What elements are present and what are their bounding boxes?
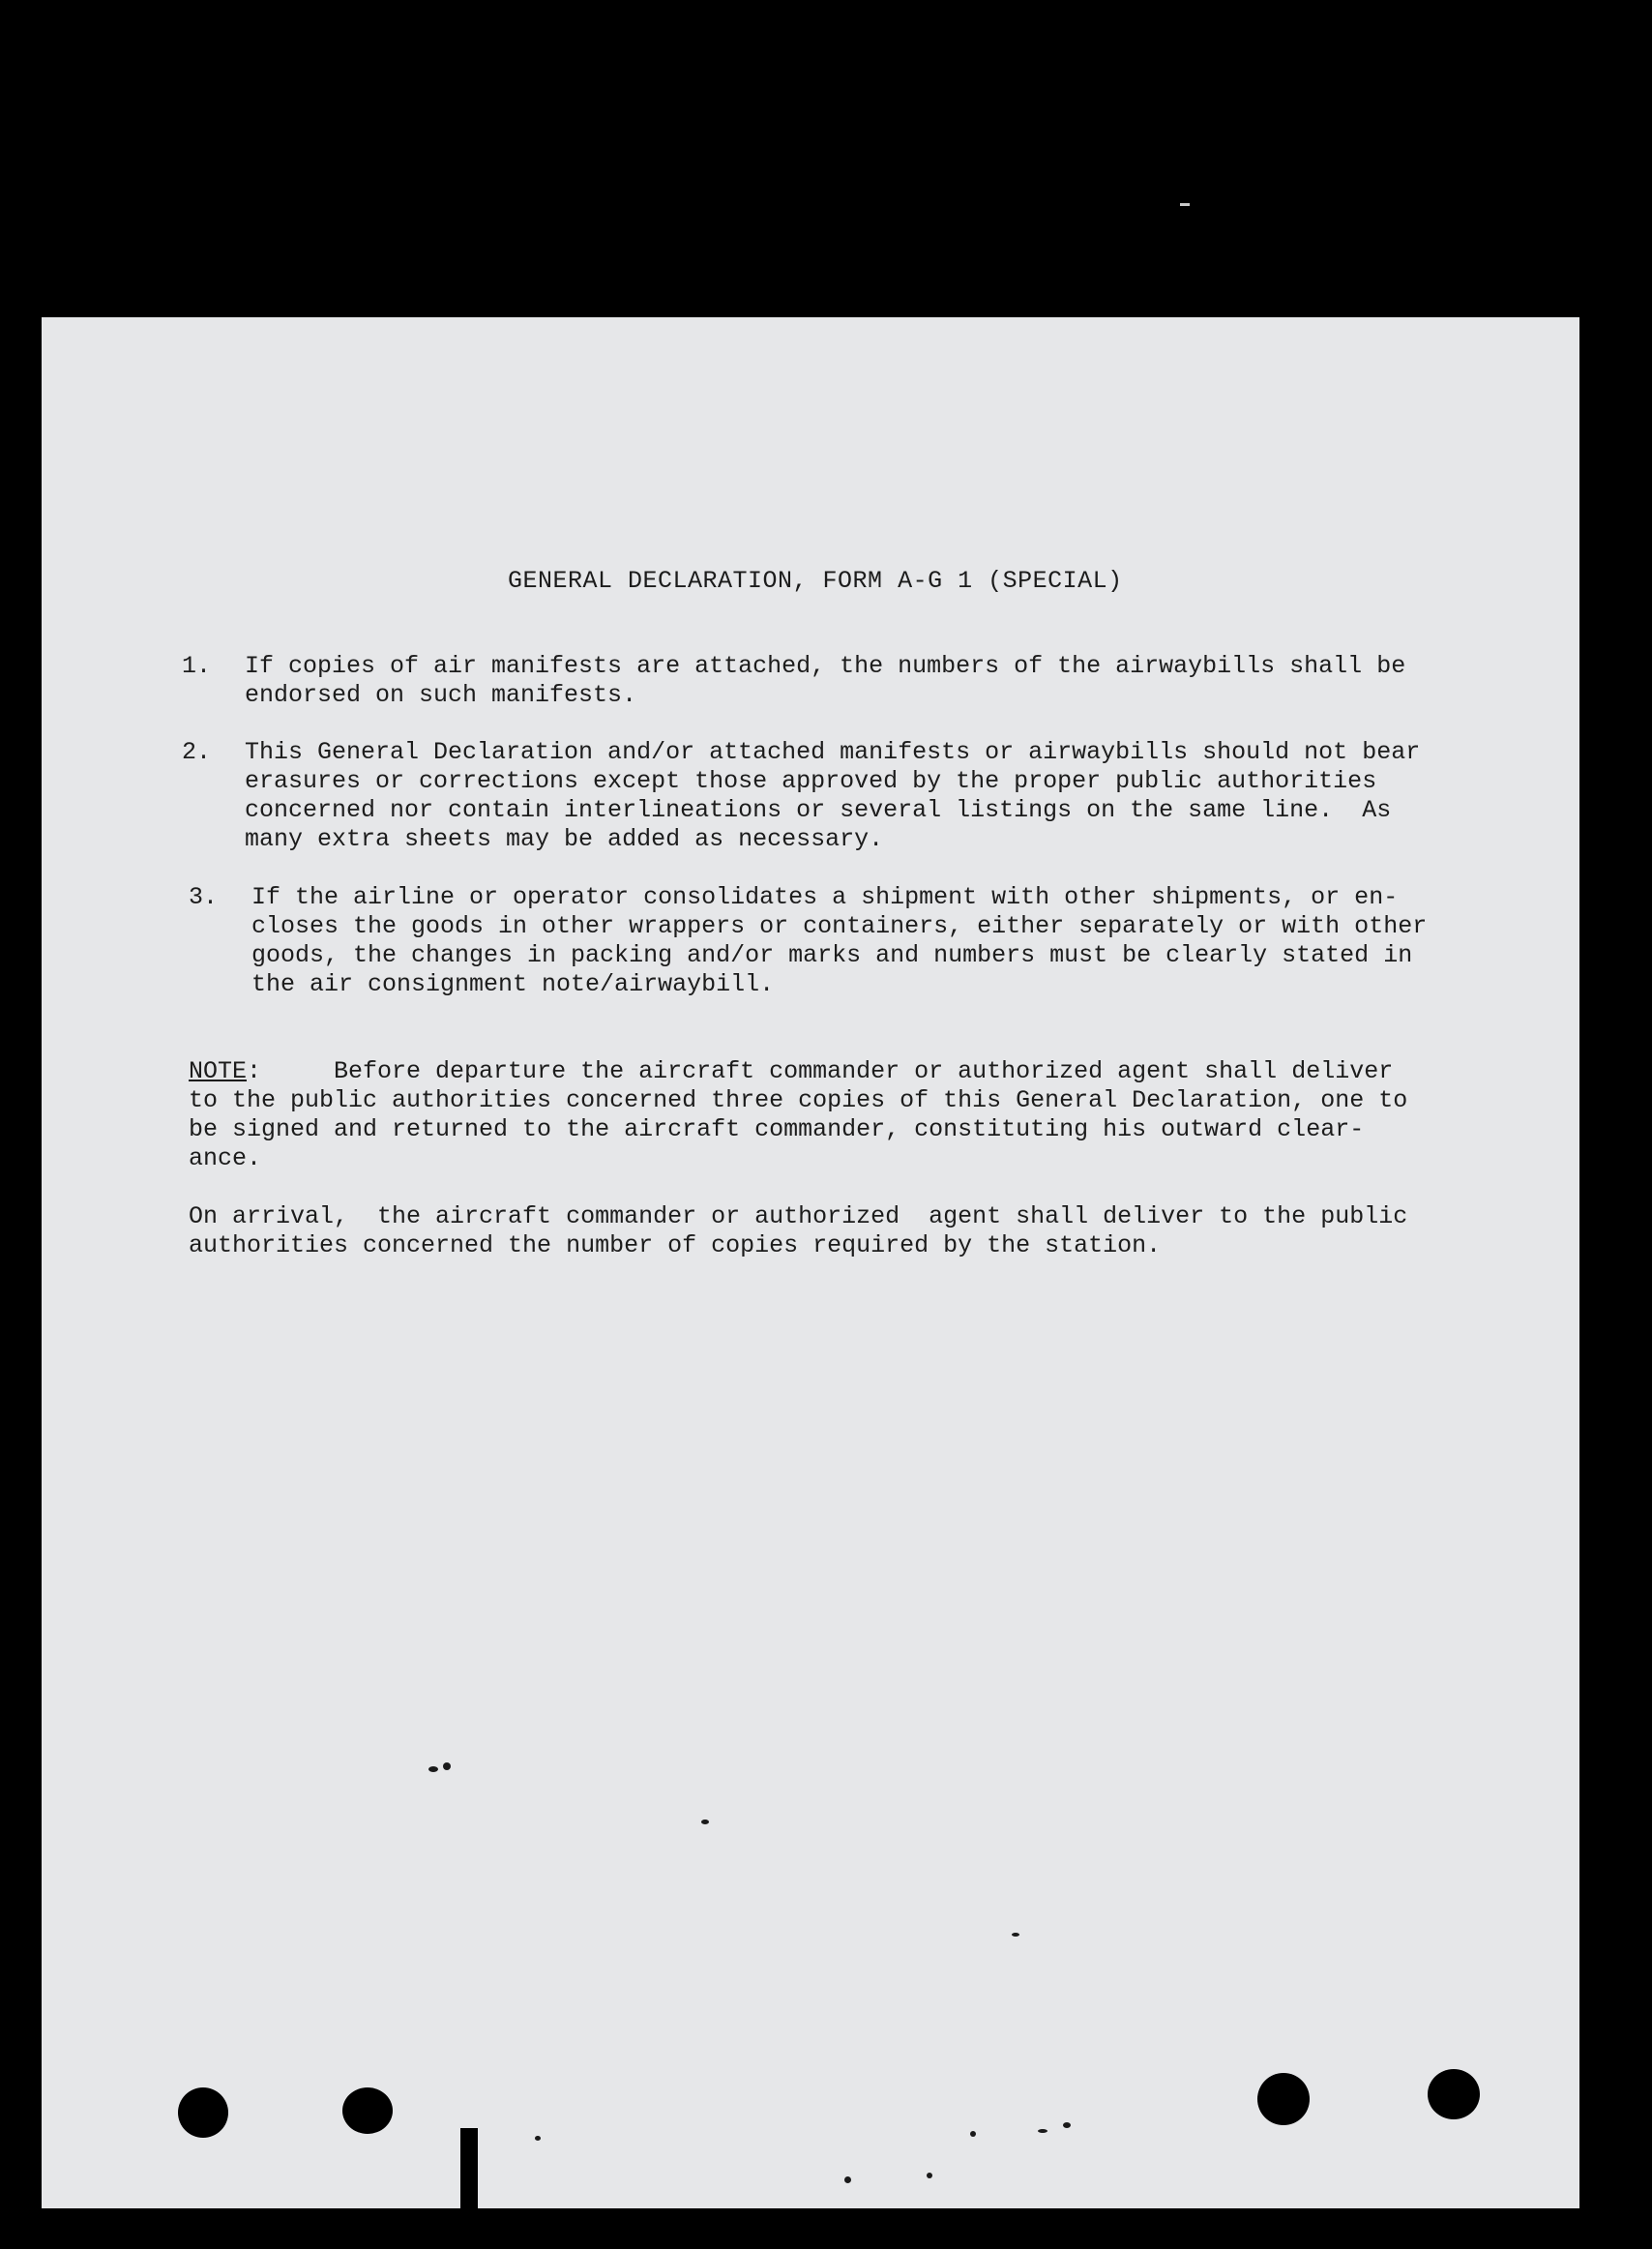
item-number-3: 3. xyxy=(189,883,219,911)
scan-artifact-mark xyxy=(1180,203,1190,206)
note-line-2: to the public authorities concerned three copies of this General Declaration, one to xyxy=(189,1086,1408,1114)
item-1-line-1: If copies of air manifests are attached, the numbers of the airwaybills shall be xyxy=(245,652,1406,680)
form-title: GENERAL DECLARATION, FORM A-G 1 (SPECIAL) xyxy=(508,567,1123,595)
item-3-line-3: goods, the changes in packing and/or marks and numbers must be clearly stated in xyxy=(251,941,1413,969)
scan-artifact-mark xyxy=(460,2128,478,2210)
arrival-line-2: authorities concerned the number of copies required by the station. xyxy=(189,1231,1162,1259)
ink-speck xyxy=(535,2136,541,2141)
item-1-line-2: endorsed on such manifests. xyxy=(245,681,637,709)
punch-hole xyxy=(1257,2073,1310,2125)
item-2-line-4: many extra sheets may be added as necessary. xyxy=(245,825,884,853)
ink-speck xyxy=(927,2173,932,2178)
punch-hole xyxy=(342,2087,393,2134)
item-3-line-2: closes the goods in other wrappers or containers, either separately or with other xyxy=(251,912,1428,940)
note-line-4: ance. xyxy=(189,1144,262,1172)
item-3-line-1: If the airline or operator consolidates a shipment with other shipments, or en- xyxy=(251,883,1399,911)
item-2-line-3: concerned nor contain interlineations or several listings on the same line. As xyxy=(245,796,1392,824)
note-line-1: : Before departure the aircraft commander or authorized agent shall deliver xyxy=(247,1057,1394,1085)
punch-hole xyxy=(1428,2069,1480,2119)
item-3-line-4: the air consignment note/airwaybill. xyxy=(251,970,775,998)
note-label: NOTE xyxy=(189,1057,248,1085)
ink-speck xyxy=(844,2176,851,2183)
ink-speck xyxy=(970,2131,976,2137)
item-number-1: 1. xyxy=(182,652,212,680)
note-first-line xyxy=(189,1057,1393,1086)
item-2-line-2: erasures or corrections except those approved by the proper public authorities xyxy=(245,767,1377,795)
item-2-line-1: This General Declaration and/or attached manifests or airwaybills should not bear xyxy=(245,738,1421,766)
punch-hole xyxy=(178,2087,228,2138)
ink-speck xyxy=(1063,2122,1071,2128)
arrival-line-1: On arrival, the aircraft commander or authorized agent shall deliver to the public xyxy=(189,1202,1408,1230)
ink-speck xyxy=(1038,2129,1047,2133)
ink-speck xyxy=(428,1766,438,1772)
note-line-3: be signed and returned to the aircraft commander, constituting his outward clear- xyxy=(189,1115,1365,1143)
paper-sheet xyxy=(42,317,1579,2208)
ink-speck xyxy=(701,1820,709,1824)
item-number-2: 2. xyxy=(182,738,212,766)
ink-speck xyxy=(443,1762,451,1770)
ink-speck xyxy=(1012,1933,1019,1937)
